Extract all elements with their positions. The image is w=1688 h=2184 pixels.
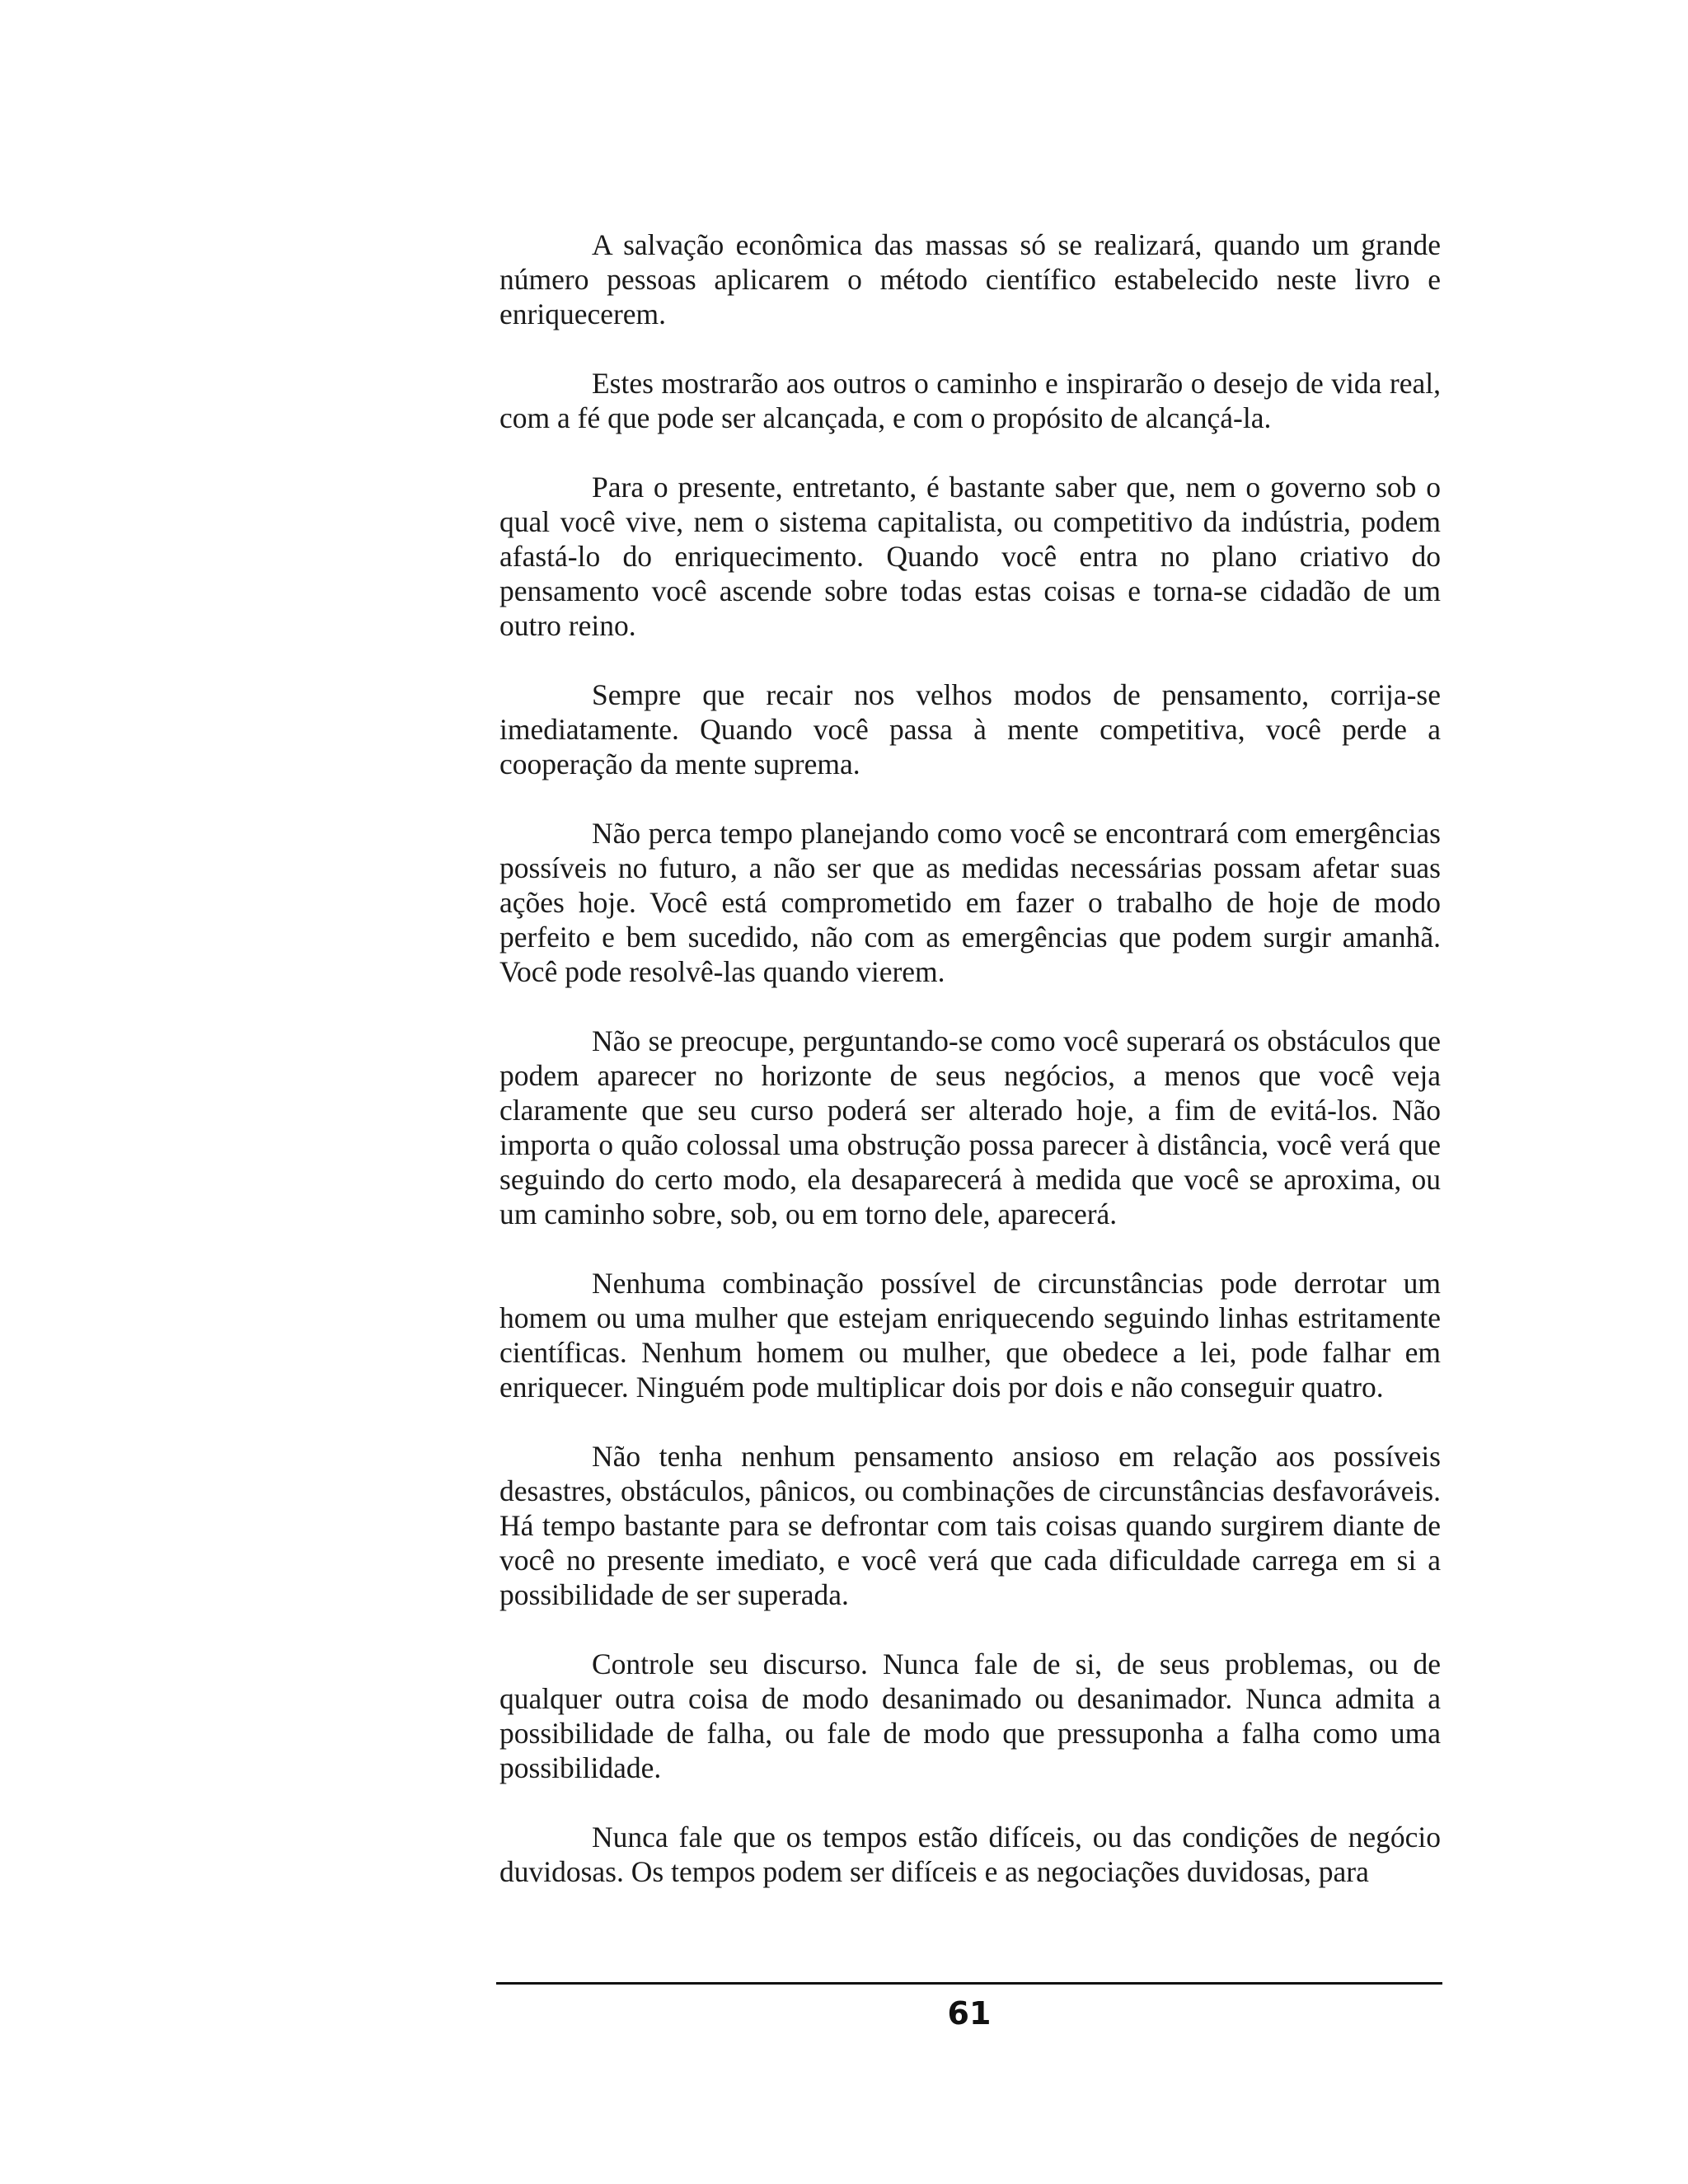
paragraph: Não se preocupe, perguntando-se como você superará os obstáculos que podem aparecer no horizonte de seus negócios, a menos que você veja claramente que seu curso poderá ser alterado hoje, a fim de evitá-los. Não importa o quão colossal uma obstrução possa parecer à distância, você verá que seguindo do certo modo, ela desaparecerá à medida que você se aproxima, ou um caminho sobre, sob, ou em torno dele, aparecerá. bbox=[499, 1024, 1441, 1230]
paragraph: Sempre que recair nos velhos modos de pensamento, corrija-se imediatamente. Quando você passa à mente competitiva, você perde a cooperação da mente suprema. bbox=[499, 678, 1441, 780]
body-text bbox=[499, 227, 1441, 1889]
paragraph: Controle seu discurso. Nunca fale de si, de seus problemas, ou de qualquer outra coisa de modo desanimado ou desanimador. Nunca admita a possibilidade de falha, ou fale de modo que pressuponha a falha como uma possibilidade. bbox=[499, 1647, 1441, 1784]
paragraph: Não perca tempo planejando como você se encontrará com emergências possíveis no futuro, a não ser que as medidas necessárias possam afetar suas ações hoje. Você está comprometido em fazer o trabalho de hoje de modo perfeito e bem sucedido, não com as emergências que podem surgir amanhã. Você pode resolvê-las quando vierem. bbox=[499, 817, 1441, 988]
paragraph: Nenhuma combinação possível de circunstâncias pode derrotar um homem ou uma mulher que estejam enriquecendo seguindo linhas estritamente científicas. Nenhum homem ou mulher, que obedece a lei, pode falhar em enriquecer. Ninguém pode multiplicar dois por dois e não conseguir quatro. bbox=[499, 1267, 1441, 1404]
paragraph: Não tenha nenhum pensamento ansioso em relação aos possíveis desastres, obstáculos, pânicos, ou combinações de circunstâncias desfavoráveis. Há tempo bastante para se defrontar com tais coisas quando surgirem diante de você no presente imediato, e você verá que cada dificuldade carrega em si a possibilidade de ser superada. bbox=[499, 1440, 1441, 1611]
page-number: 61 bbox=[947, 1995, 992, 2032]
paragraph: Nunca fale que os tempos estão difíceis, ou das condições de negócio duvidosas. Os tempos podem ser difíceis e as negociações duvidosas, para bbox=[499, 1821, 1441, 1888]
paragraph: Para o presente, entretanto, é bastante saber que, nem o governo sob o qual você vive, nem o sistema capitalista, ou competitivo da indústria, podem afastá-lo do enriquecimento. Quando você entra no plano criativo do pensamento você ascende sobre todas estas coisas e torna-se cidadão de um outro reino. bbox=[499, 471, 1441, 642]
paragraph: A salvação econômica das massas só se realizará, quando um grande número pessoas aplicarem o método científico estabelecido neste livro e enriquecerem. bbox=[499, 228, 1441, 330]
paragraph: Estes mostrarão aos outros o caminho e inspirarão o desejo de vida real, com a fé que pode ser alcançada, e com o propósito de alcançá-la. bbox=[499, 367, 1441, 434]
footer-divider bbox=[496, 1982, 1442, 1985]
